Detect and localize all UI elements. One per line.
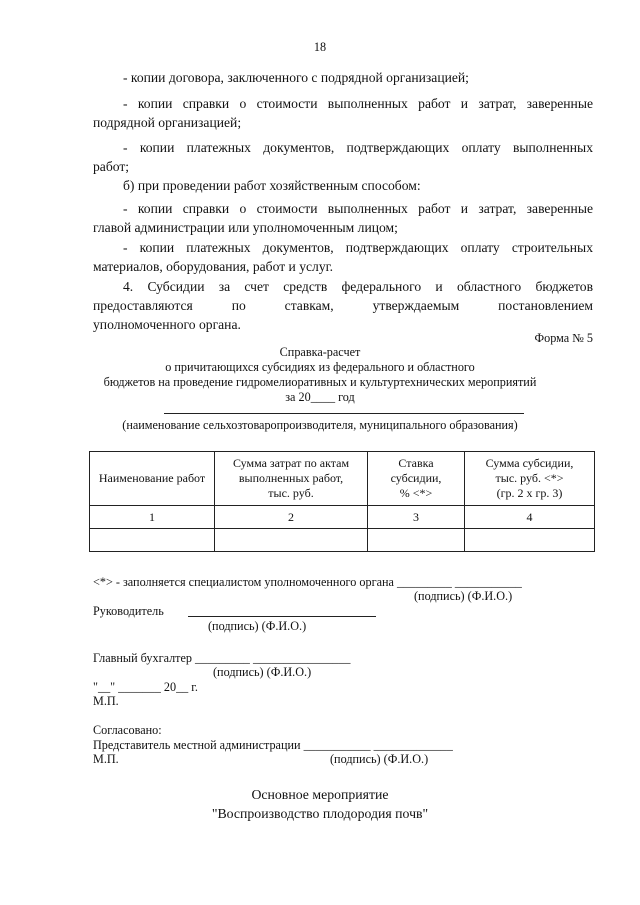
accountant-caption: (подпись) (Ф.И.О.) (213, 665, 312, 679)
form-name-caption: (наименование сельхозтоваропроизводителя, муниципального образования) (122, 418, 518, 432)
clause-4-line1: 4. Субсидии за счет средств федерального и областного бюджетов (123, 279, 593, 294)
table-header-row (90, 452, 595, 506)
agreed-label: Согласовано: (93, 723, 162, 737)
accountant-label: Главный бухгалтер _________ ________________ (93, 651, 351, 665)
section-b-heading: б) при проведении работ хозяйственным способом: (123, 178, 421, 193)
column-number-2: 2 (215, 506, 368, 529)
stamp-place-1: М.П. (93, 694, 119, 708)
event-title: Основное мероприятие (251, 787, 389, 802)
event-name: "Воспроизводство плодородия почв" (211, 806, 429, 821)
clause-4 (93, 277, 593, 334)
table-number-row (90, 506, 595, 529)
column-number-4: 4 (465, 506, 595, 529)
page-number: 18 (313, 40, 327, 54)
item-copy-cert (93, 94, 593, 132)
column-number-1: 1 (90, 506, 215, 529)
clause-4-line3: уполномоченного органа. (93, 317, 241, 332)
table-cell (368, 529, 465, 552)
date-line: "__" _______ 20__ г. (93, 680, 198, 694)
item-copy-payment-line2: работ; (93, 159, 130, 174)
item-copy-cert2-line2: главой администрации или уполномоченным лицом; (93, 220, 398, 235)
table-cell (215, 529, 368, 552)
item-copy-cert-line2: подрядной организацией; (93, 115, 242, 130)
head-signature-line (188, 616, 376, 617)
clause-4-line2: предоставляются по ставкам, утверждаемым постановлением (93, 298, 593, 313)
subsidy-table (89, 451, 595, 552)
header-work-name: Наименование работ (90, 452, 215, 506)
stamp-place-2: М.П. (93, 752, 119, 766)
column-number-3: 3 (368, 506, 465, 529)
header-cost-sum: Сумма затрат по актам выполненных работ, тыс. руб. (215, 452, 368, 506)
item-copy-payment2 (93, 238, 593, 276)
table-cell (90, 529, 215, 552)
item-copy-payment-line1: - копии платежных документов, подтверждающих оплату выполненных (123, 140, 593, 155)
footnote-caption: (подпись) (Ф.И.О.) (414, 589, 513, 603)
table-cell (465, 529, 595, 552)
header-subsidy-sum: Сумма субсидии, тыс. руб. <*> (гр. 2 х гр. 3) (465, 452, 595, 506)
item-copy-cert-line1: - копии справки о стоимости выполненных работ и затрат, заверенные (123, 96, 593, 111)
representative-label: Представитель местной администрации ___________ _____________ (93, 738, 453, 752)
head-caption: (подпись) (Ф.И.О.) (208, 619, 307, 633)
form-subtitle-2: бюджетов на проведение гидромелиоративных и культуртехнических мероприятий (103, 375, 537, 389)
name-blank-line (164, 413, 524, 414)
head-label: Руководитель (93, 604, 164, 618)
item-copy-cert2-line1: - копии справки о стоимости выполненных работ и затрат, заверенные (123, 201, 593, 216)
header-rate: Ставка субсидии, % <*> (368, 452, 465, 506)
item-copy-payment2-line2: материалов, оборудования, работ и услуг. (93, 259, 334, 274)
table-row (90, 529, 595, 552)
item-copy-cert2 (93, 199, 593, 237)
representative-caption: (подпись) (Ф.И.О.) (330, 752, 429, 766)
form-number: Форма № 5 (534, 331, 593, 345)
footnote-text: <*> - заполняется специалистом уполномоченного органа _________ ___________ (93, 575, 522, 589)
item-copy-payment2-line1: - копии платежных документов, подтверждающих оплату строительных (123, 240, 593, 255)
item-copy-payment (93, 138, 593, 176)
form-year-line: за 20____ год (285, 390, 355, 404)
form-subtitle-1: о причитающихся субсидиях из федерального и областного (165, 360, 475, 374)
form-title: Справка-расчет (279, 345, 361, 359)
item-copy-contract: - копии договора, заключенного с подрядной организацией; (123, 70, 469, 85)
